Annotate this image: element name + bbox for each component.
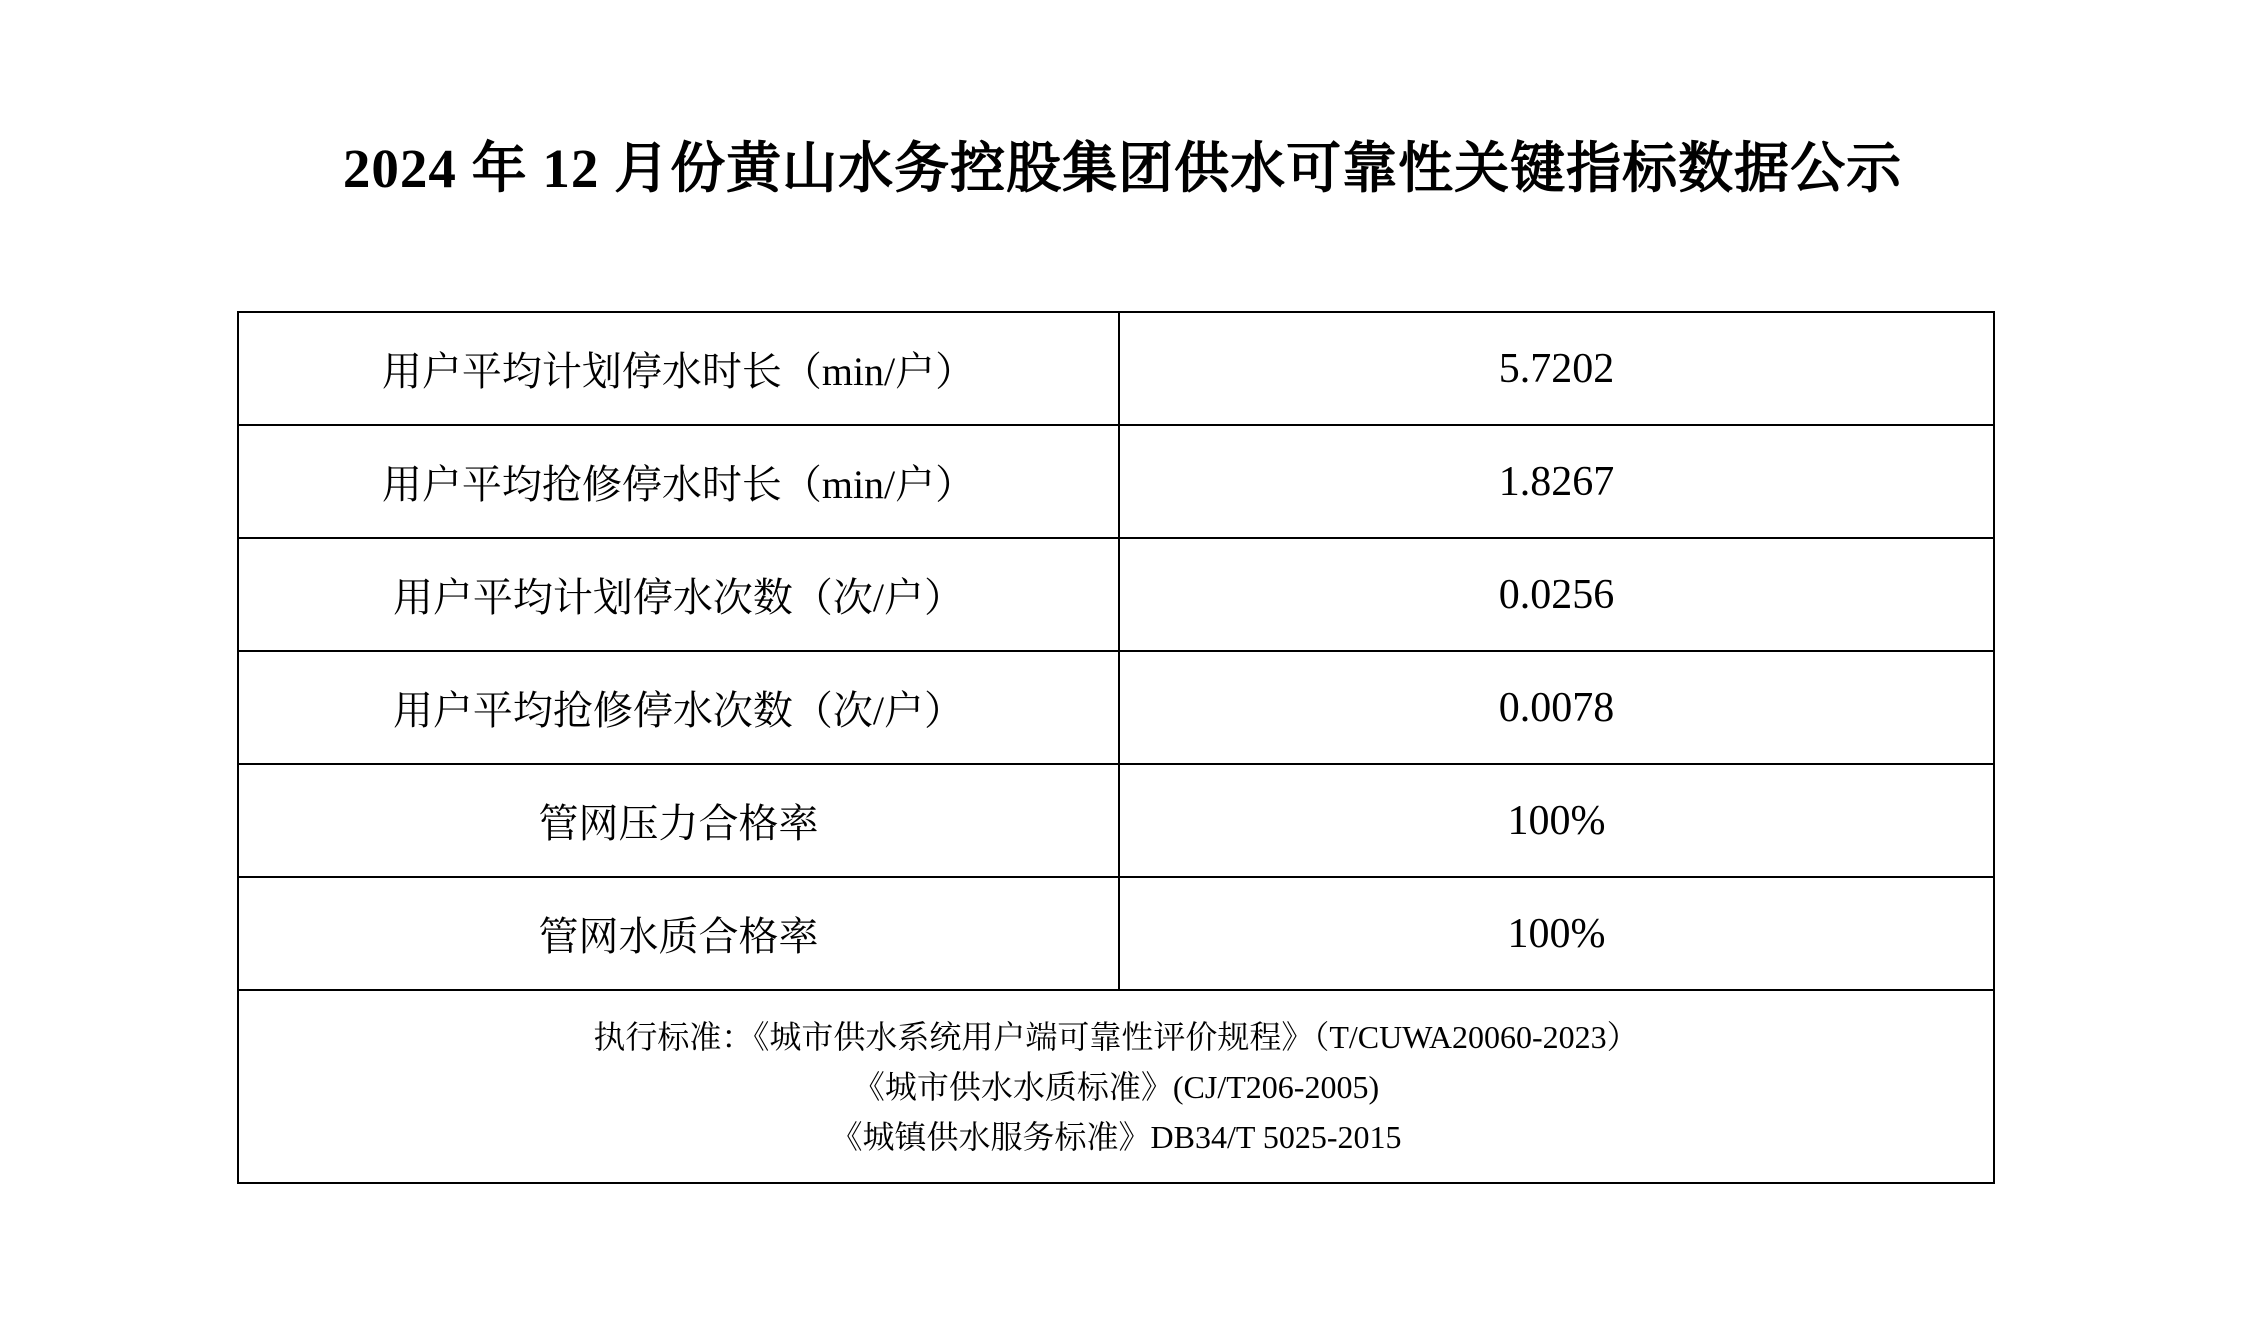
indicator-label: 管网压力合格率 <box>238 764 1119 877</box>
indicator-label: 管网水质合格率 <box>238 877 1119 990</box>
indicator-label: 用户平均计划停水时长（min/户） <box>238 312 1119 425</box>
table-row <box>238 538 1994 651</box>
indicator-value: 0.0256 <box>1119 538 1994 651</box>
standard-line: 《城市供水水质标准》(CJ/T206-2005) <box>852 1068 1380 1105</box>
table-row <box>238 764 1994 877</box>
indicator-label: 用户平均抢修停水时长（min/户） <box>238 425 1119 538</box>
standard-line: 《城镇供水服务标准》DB34/T 5025-2015 <box>830 1118 1402 1155</box>
page-title: 2024 年 12 月份黄山水务控股集团供水可靠性关键指标数据公示 <box>342 138 1903 199</box>
indicator-label: 用户平均计划停水次数（次/户） <box>238 538 1119 651</box>
indicator-value: 0.0078 <box>1119 651 1994 764</box>
indicator-value: 1.8267 <box>1119 425 1994 538</box>
table-row <box>238 877 1994 990</box>
indicator-label: 用户平均抢修停水次数（次/户） <box>238 651 1119 764</box>
indicator-value: 100% <box>1119 764 1994 877</box>
table-footer-row <box>238 990 1994 1183</box>
table-row <box>238 425 1994 538</box>
indicator-value: 100% <box>1119 877 1994 990</box>
table-row <box>238 651 1994 764</box>
standard-line: 执行标准：《城市供水系统用户端可靠性评价规程》（T/CUWA20060-2023） <box>593 1018 1639 1055</box>
standards-footer <box>238 990 1994 1183</box>
indicator-value: 5.7202 <box>1119 312 1994 425</box>
table-row <box>238 312 1994 425</box>
indicator-table <box>237 311 1995 1184</box>
